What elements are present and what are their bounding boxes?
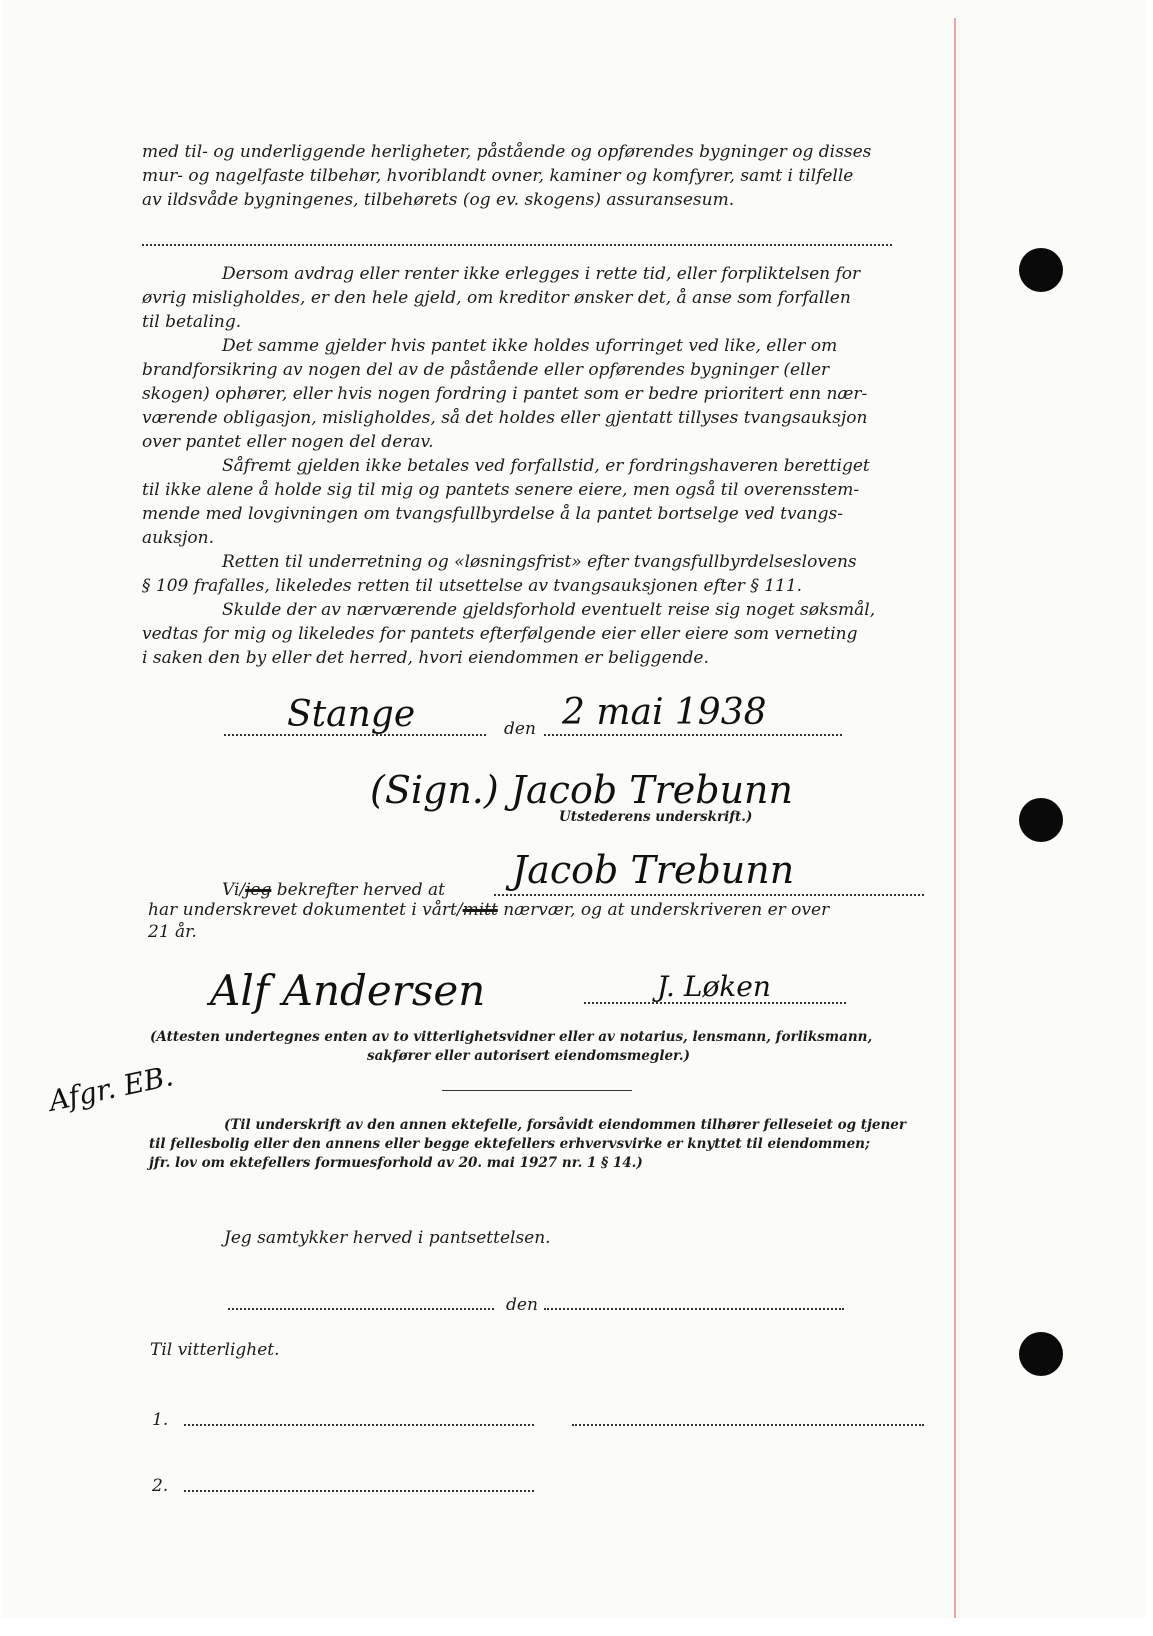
den-label: den bbox=[504, 719, 536, 739]
consent-text: Jeg samtykker herved i pantsettelsen. bbox=[224, 1228, 551, 1248]
body-line: av ildsvåde bygningenes, tilbehørets (og ev. skogens) assuransesum. bbox=[142, 190, 735, 210]
spouse-note-line: (Til underskrift av den annen ektefelle, forsåvidt eiendommen tilhører felleseiet og tjener bbox=[224, 1117, 906, 1133]
handwritten-place: Stange bbox=[287, 694, 416, 735]
body-line: til ikke alene å holde sig til mig og pantets senere eiere, men også til overensstem- bbox=[142, 480, 860, 500]
consent-date-line bbox=[544, 1308, 844, 1310]
witness-2-line bbox=[184, 1490, 534, 1492]
witness-heading: Til vitterlighet. bbox=[150, 1340, 280, 1360]
body-line: i saken den by eller det herred, hvori eiendommen er beliggende. bbox=[142, 648, 709, 668]
witness-number: 1. bbox=[152, 1410, 169, 1430]
attest-note-line: sakfører eller autorisert eiendomsmegler.) bbox=[367, 1048, 690, 1064]
body-line: værende obligasjon, misligholdes, så det holdes eller gjentatt tillyses tvangsauksjon bbox=[142, 408, 868, 428]
body-line: mende med lovgivningen om tvangsfullbyrdelse å la pantet bortselge ved tvangs- bbox=[142, 504, 844, 524]
body-line: vedtas for mig og likeledes for pantets efterfølgende eier eller eiere som verneting bbox=[142, 624, 858, 644]
issuer-caption: Utstederens underskrift.) bbox=[559, 809, 753, 825]
body-line: over pantet eller nogen del derav. bbox=[142, 432, 434, 452]
punch-hole bbox=[1019, 248, 1063, 292]
date-line bbox=[544, 734, 842, 736]
confirm-line-1: Vi/jeg bekrefter herved at bbox=[222, 880, 445, 900]
handwritten-witness-1: Alf Andersen bbox=[210, 966, 486, 1015]
spouse-note-line: til fellesbolig eller den annens eller begge ektefellers erhvervsvirke er knyttet til eiendommen; bbox=[149, 1136, 870, 1152]
body-line: Det samme gjelder hvis pantet ikke holdes uforringet ved like, eller om bbox=[222, 336, 838, 356]
confirm-line-2: har underskrevet dokumentet i vårt/mitt nærvær, og at underskriveren er over bbox=[148, 900, 830, 920]
attest-note-line: (Attesten undertegnes enten av to vitterlighetsvidner eller av notarius, lensmann, forliksmann, bbox=[150, 1029, 873, 1045]
handwritten-witness-2: J. Løken bbox=[657, 970, 771, 1003]
witness-number: 2. bbox=[152, 1476, 169, 1496]
confirm-line-3: 21 år. bbox=[148, 922, 197, 942]
handwritten-date: 2 mai 1938 bbox=[562, 692, 767, 733]
spouse-note-line: jfr. lov om ektefellers formuesforhold av 20. mai 1927 nr. 1 § 14.) bbox=[149, 1155, 643, 1171]
confirm-name-line bbox=[494, 894, 924, 896]
handwritten-signature: (Sign.) Jacob Trebunn bbox=[370, 768, 793, 812]
margin-line bbox=[954, 18, 956, 1618]
den-label: den bbox=[506, 1295, 538, 1315]
body-line: § 109 frafalles, likeledes retten til utsettelse av tvangsauksjonen efter § 111. bbox=[142, 576, 803, 596]
body-line: Retten til underretning og «løsningsfrist» efter tvangsfullbyrdelseslovens bbox=[222, 552, 857, 572]
body-line: mur- og nagelfaste tilbehør, hvoriblandt ovner, kaminer og komfyrer, samt i tilfelle bbox=[142, 166, 854, 186]
handwritten-confirm-name: Jacob Trebunn bbox=[512, 848, 795, 892]
consent-place-line bbox=[228, 1308, 494, 1310]
body-line: med til- og underliggende herligheter, påstående og opførendes bygninger og disses bbox=[142, 142, 872, 162]
body-line: auksjon. bbox=[142, 528, 214, 548]
body-line: Dersom avdrag eller renter ikke erlegges i rette tid, eller forpliktelsen for bbox=[222, 264, 861, 284]
body-line: brandforsikring av nogen del av de påstående eller opførendes bygninger (eller bbox=[142, 360, 830, 380]
body-line: til betaling. bbox=[142, 312, 242, 332]
document-sheet bbox=[2, 0, 1145, 1618]
body-line: Såfremt gjelden ikke betales ved forfallstid, er fordringshaveren berettiget bbox=[222, 456, 870, 476]
dotted-line bbox=[142, 244, 892, 246]
body-line: skogen) ophører, eller hvis nogen fordring i pantet som er bedre prioritert enn nær- bbox=[142, 384, 868, 404]
body-line: Skulde der av nærværende gjeldsforhold eventuelt reise sig noget søksmål, bbox=[222, 600, 876, 620]
handwritten-margin-note: Afgr. EB. bbox=[45, 1059, 177, 1118]
witness-1-line-b bbox=[572, 1424, 924, 1426]
witness-1-line-a bbox=[184, 1424, 534, 1426]
body-line: øvrig misligholdes, er den hele gjeld, om kreditor ønsker det, å anse som forfallen bbox=[142, 288, 851, 308]
separator-rule bbox=[442, 1090, 632, 1091]
punch-hole bbox=[1019, 1332, 1063, 1376]
punch-hole bbox=[1019, 798, 1063, 842]
